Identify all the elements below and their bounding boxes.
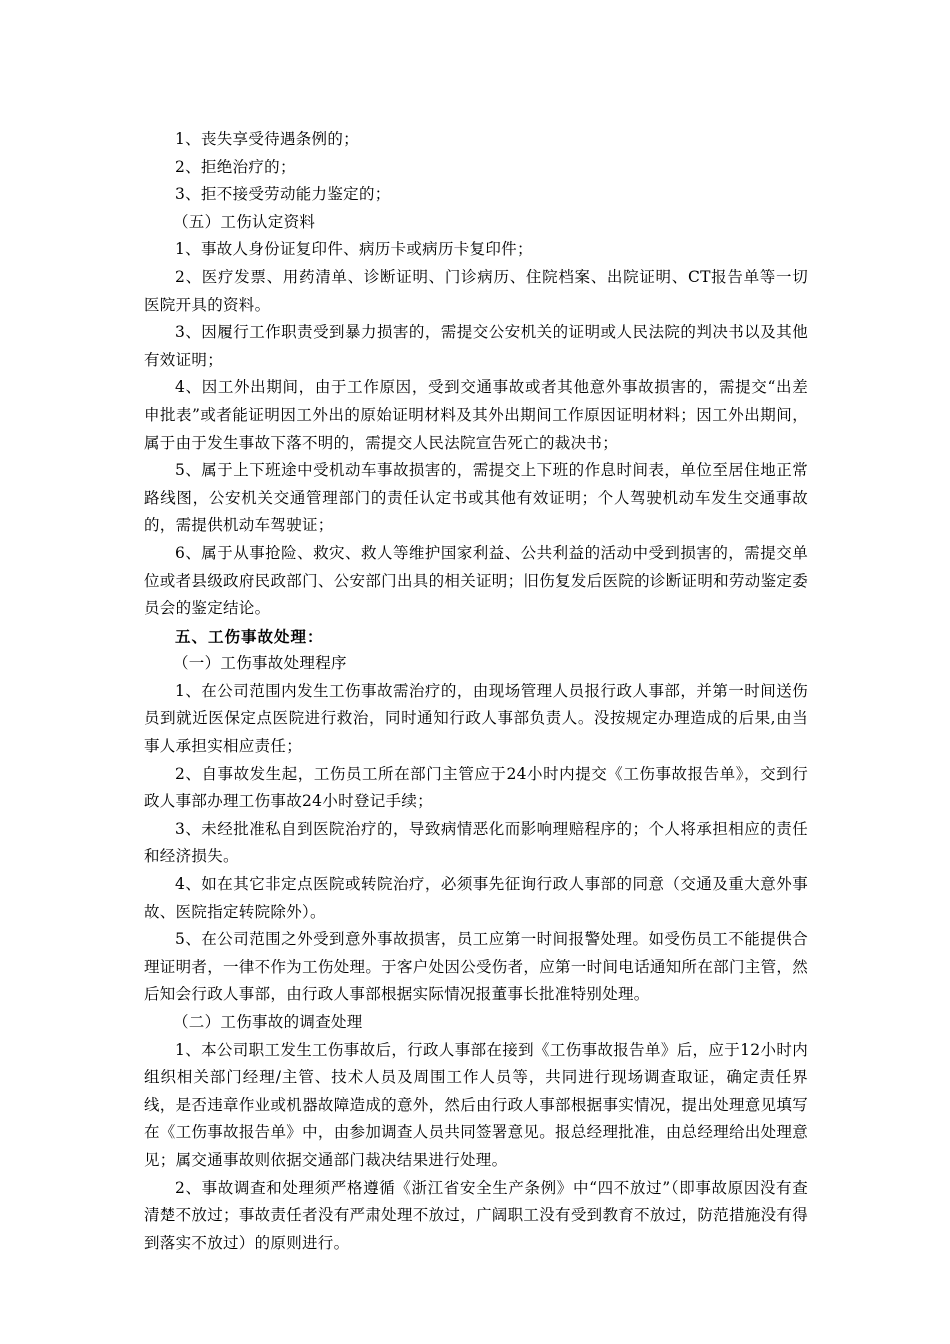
subsection-heading-investigation: （二）工伤事故的调查处理 (173, 1013, 363, 1031)
paragraph-non-designated-hospital: 4、如在其它非定点医院或转院治疗，必须事先征询行政人事部的同意（交通及重大意外事故、医院指定转院除外）。 (144, 875, 808, 921)
paragraph-24-hour-report: 2、自事故发生起，工伤员工所在部门主管应于24小时内提交《工伤事故报告单》，交到行政人事部办理工伤事故24小时登记手续； (144, 764, 808, 811)
paragraph-item-2: 2、拒绝治疗的； (175, 157, 296, 176)
paragraph-item-3: 3、拒不接受劳动能力鉴定的； (175, 185, 391, 204)
paragraph-report-procedure: 1、在公司范围内发生工伤事故需治疗的，由现场管理人员报行政人事部，并第一时间送伤员到就近医保定点医院进行救治，同时通知行政人事部负责人。没按规定办理造成的后果,由当事人承担实相应责任； (144, 681, 808, 756)
paragraph-id-copy: 1、事故人身份证复印件、病历卡或病历卡复印件； (175, 240, 533, 259)
subsection-heading-identification-materials: （五）工伤认定资料 (173, 212, 316, 231)
subsection-heading-handling-procedure: （一）工伤事故处理程序 (173, 654, 347, 673)
section-heading-accident-handling: 五、工伤事故处理： (175, 626, 324, 646)
document-body (144, 126, 808, 1257)
paragraph-violence-injury: 3、因履行工作职责受到暴力损害的，需提交公安机关的证明或人民法院的判决书以及其他有效证明； (144, 323, 808, 369)
paragraph-offsite-accident: 5、在公司范围之外受到意外事故损害，员工应第一时间报警处理。如受伤员工不能提供合理证明者，一律不作为工伤处理。于客户处因公受伤者，应第一时间电话通知所在部门主管，然后知会行政人事部，由行政人事部根据实际情况报董事长批准特别处理。 (144, 930, 808, 1004)
paragraph-medical-documents: 2、医疗发票、用药清单、诊断证明、门诊病历、住院档案、出院证明、CT报告单等一切医院开具的资料。 (144, 267, 808, 314)
paragraph-unauthorized-treatment: 3、未经批准私自到医院治疗的，导致病情恶化而影响理赔程序的；个人将承担相应的责任和经济损失。 (144, 819, 808, 866)
paragraph-four-no-pass-principle: 2、事故调查和处理须严格遵循《浙江省安全生产条例》中“四不放过”（即事故原因没有查清楚不放过；事故责任者没有严肃处理不放过，广阔职工没有受到教育不放过，防范措施没有得到落实不放过）的原则进行。 (144, 1178, 808, 1252)
paragraph-investigation-process: 1、本公司职工发生工伤事故后，行政人事部在接到《工伤事故报告单》后，应于12小时内组织相关部门经理/主管、技术人员及周围工作人员等，共同进行现场调查取证，确定责任界线，是否违章作业或机器故障造成的意外，然后由行政人事部根据事实情况，提出处理意见填写在《工伤事故报告单》中，由参加调查人员共同签署意见。报总经理批准，由总经理给出处理意见；属交通事故则依据交通部门裁决结果进行处理。 (144, 1040, 808, 1169)
paragraph-commute-accident: 5、属于上下班途中受机动车事故损害的，需提交上下班的作息时间表，单位至居住地正常路线图，公安机关交通管理部门的责任认定书或其他有效证明；个人驾驶机动车发生交通事故的，需提供机动车驾驶证； (144, 461, 808, 535)
paragraph-business-trip: 4、因工外出期间，由于工作原因，受到交通事故或者其他意外事故损害的，需提交“出差申批表”或者能证明因工外出的原始证明材料及其外出期间工作原因证明材料；因工外出期间，属于由于发生事故下落不明的，需提交人民法院宣告死亡的裁决书； (144, 378, 808, 452)
paragraph-item-1: 1、丧失享受待遇条例的； (175, 130, 359, 148)
paragraph-rescue-activity: 6、属于从事抢险、救灾、救人等维护国家利益、公共利益的活动中受到损害的，需提交单位或者县级政府民政部门、公安部门出具的相关证明；旧伤复发后医院的诊断证明和劳动鉴定委员会的鉴定结论。 (144, 543, 808, 618)
